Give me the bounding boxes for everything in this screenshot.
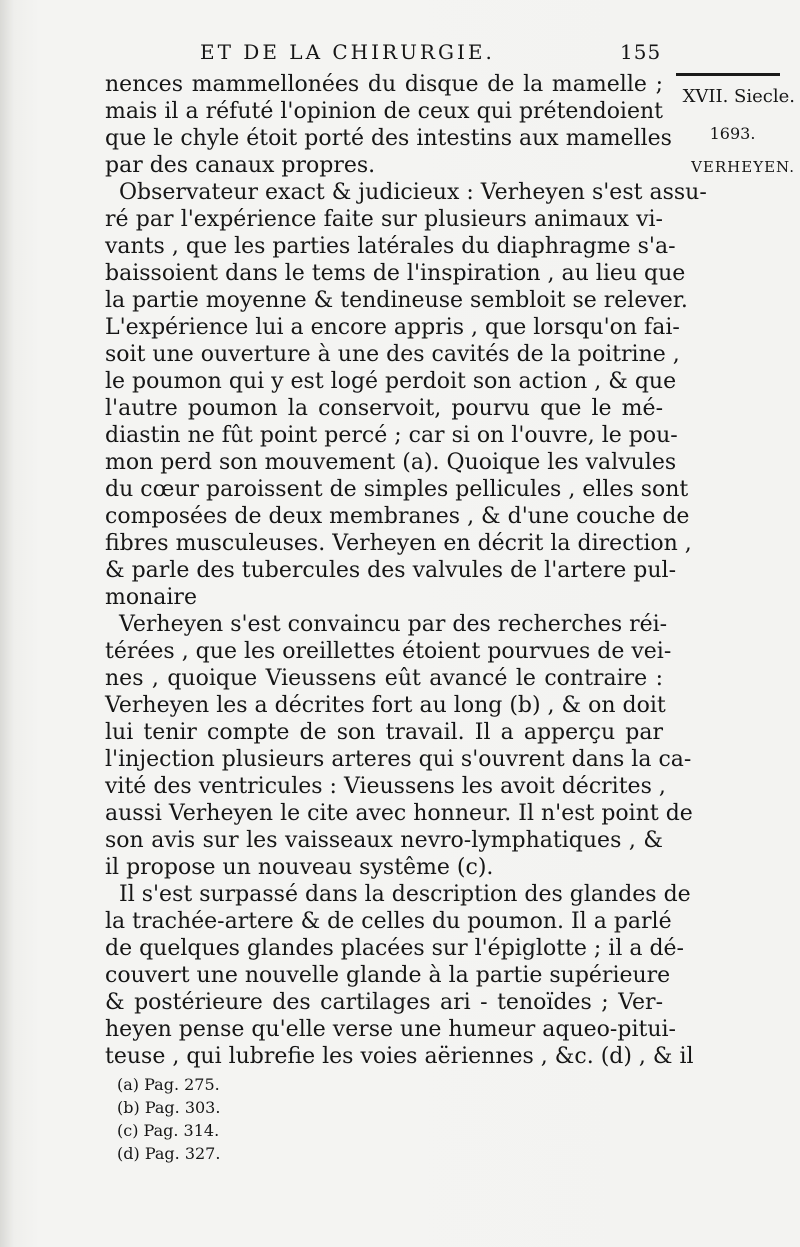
text-line: soit une ouverture à une des cavités de la poitrine , [105,342,680,367]
text-line: vants , que les parties latérales du diaphragme s'a- [105,234,676,259]
margin-century: XVII. Siecle. [682,86,795,107]
text-line: couvert une nouvelle glande à la partie supérieure [105,963,671,988]
footnotes [117,1073,220,1165]
text-line: Il s'est surpassé dans la description des glandes de [119,882,691,907]
text-line: lui tenir compte de son travail. Il a apperçu par [105,720,663,745]
text-line: nences mammellonées du disque de la mamelle ; [105,72,663,97]
text-line: le poumon qui y est logé perdoit son action , & que [105,369,677,394]
text-line: composées de deux membranes , & d'une couche de [105,504,690,529]
text-line: de quelques glandes placées sur l'épiglotte ; il a dé- [105,936,684,961]
text-line: son avis sur les vaisseaux nevro-lymphatiques , & [105,828,663,853]
text-line: Verheyen s'est convaincu par des recherches réi- [119,612,668,637]
text-line: diastin ne fût point percé ; car si on l'ouvre, le pou- [105,423,678,448]
text-line: ré par l'expérience faite sur plusieurs animaux vi- [105,207,663,232]
text-line: L'expérience lui a encore appris , que lorsqu'on fai- [105,315,680,340]
margin-year: 1693. [709,124,756,143]
footnote: (c) Pag. 314. [117,1121,220,1140]
footnote: (b) Pag. 303. [117,1098,221,1117]
footnote: (a) Pag. 275. [117,1075,220,1094]
text-line: térées , que les oreillettes étoient pourvues de vei- [105,639,672,664]
margin-rule [676,73,780,76]
text-line: l'injection plusieurs arteres qui s'ouvrent dans la ca- [105,747,692,772]
text-line: nes , quoique Vieussens eût avancé le contraire : [105,666,663,691]
text-line: Verheyen les a décrites fort au long (b) , & on doit [105,693,666,718]
body-text [105,71,707,1070]
text-line: que le chyle étoit porté des intestins aux mamelles [105,126,672,151]
text-line: la trachée-artere & de celles du poumon. Il a parlé [105,909,672,934]
text-line: mais il a réfuté l'opinion de ceux qui prétendoient [105,99,663,124]
text-line: il propose un nouveau systême (c). [105,855,494,880]
header-title: ET DE LA CHIRURGIE. [200,40,495,64]
text-line: aussi Verheyen le cite avec honneur. Il n'est point de [105,801,693,826]
text-line: mon perd son mouvement (a). Quoique les valvules [105,450,677,475]
text-line: par des canaux propres. [105,153,376,178]
page-number: 155 [620,40,662,64]
text-line: la partie moyenne & tendineuse sembloit se relever. [105,288,688,313]
text-line: du cœur paroissent de simples pellicules , elles sont [105,477,689,502]
text-line: teuse , qui lubrefie les voies aëriennes , &c. (d) , & il [105,1044,694,1069]
text-line: monaire [105,585,197,610]
text-line: l'autre poumon la conservoit, pourvu que le mé- [105,396,663,421]
text-line: fibres musculeuses. Verheyen en décrit la direction , [105,531,692,556]
footnote: (d) Pag. 327. [117,1144,221,1163]
text-line: baissoient dans le tems de l'inspiration , au lieu que [105,261,686,286]
margin-author: VERHEYEN. [691,158,795,176]
text-line: heyen pense qu'elle verse une humeur aqueo-pitui- [105,1017,676,1042]
text-line: Observateur exact & judicieux : Verheyen s'est assu- [119,180,707,205]
text-line: vité des ventricules : Vieussens les avoit décrites , [105,774,666,799]
text-line: & postérieure des cartilages ari - tenoïdes ; Ver- [105,990,663,1015]
text-line: & parle des tubercules des valvules de l'artere pul- [105,558,677,583]
